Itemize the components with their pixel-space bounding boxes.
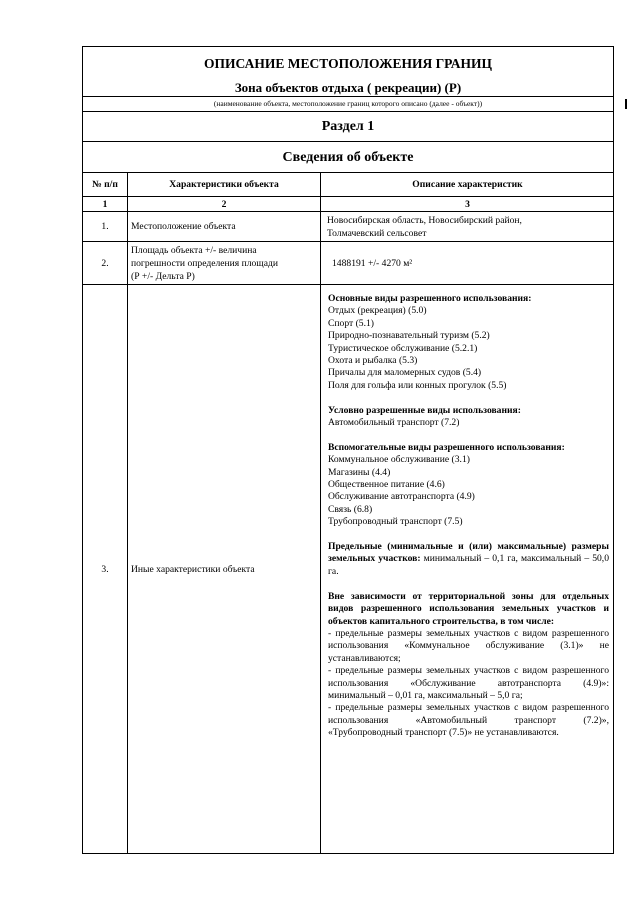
- margin-mark: [625, 99, 627, 109]
- row-value: Новосибирская область, Новосибирский район, Толмачевский сельсовет: [327, 215, 522, 239]
- column-number-2: 2: [128, 197, 321, 211]
- title-block: [82, 46, 614, 97]
- list-item: Трубопроводный транспорт (7.5): [328, 516, 463, 528]
- plot-size-limits: Предельные (минимальные и (или) максимальные) размеры земельных участков: минимальный – 0,1 га, максимальный – 50,0 га.: [328, 541, 609, 577]
- row-name: Иные характеристики объекта: [128, 285, 321, 853]
- row-name: Местоположение объекта: [128, 212, 321, 241]
- zone-name: Зона объектов отдыха ( рекреации) (Р): [234, 80, 462, 95]
- characteristics-description: [321, 285, 614, 853]
- table-row: [82, 242, 614, 285]
- auxiliary-uses-title: Вспомогательные виды разрешенного использования:: [328, 441, 565, 453]
- section-subtitle: Сведения об объекте: [82, 142, 614, 173]
- list-item: Поля для гольфа или конных прогулок (5.5): [328, 379, 507, 391]
- list-item: Общественное питание (4.6): [328, 479, 445, 491]
- independent-limits-title: Вне зависимости от территориальной зоны для отдельных видов разрешенного использования земельных участков и объектов капитального строительства, в том числе:: [328, 590, 609, 627]
- list-item: Отдых (рекреация) (5.0): [328, 305, 427, 317]
- section-title: Раздел 1: [82, 112, 614, 142]
- column-number-1: 1: [83, 197, 128, 211]
- list-item: Связь (6.8): [328, 503, 373, 515]
- document-title: ОПИСАНИЕ МЕСТОПОЛОЖЕНИЯ ГРАНИЦ: [204, 56, 492, 71]
- list-item: - предельные размеры земельных участков с видом разрешенного использования «Обслуживание автотранспорта (4.9)»: минимальный – 0,01 га, максимальный – 5,0 га;: [328, 665, 609, 701]
- header-description: Описание характеристик: [412, 179, 523, 190]
- column-number-3: 3: [465, 198, 470, 210]
- row-name: Площадь объекта +/- величина погрешности определения площади (Р +/- Дельта Р): [128, 242, 321, 284]
- list-item: Туристическое обслуживание (5.2.1): [328, 342, 478, 354]
- list-item: - предельные размеры земельных участков с видом разрешенного использования «Автомобильный транспорт (7.2)», «Трубопроводный транспорт (7.5)» не устанавливаются.: [328, 702, 609, 739]
- header-characteristics: Характеристики объекта: [128, 173, 321, 196]
- list-item: Охота и рыбалка (5.3): [328, 355, 418, 367]
- row-number: 2.: [83, 242, 128, 284]
- header-number: № п/п: [83, 173, 128, 196]
- list-item: Обслуживание автотранспорта (4.9): [328, 491, 475, 503]
- list-item: Магазины (4.4): [328, 466, 391, 478]
- row-number: 1.: [83, 212, 128, 241]
- list-item: - предельные размеры земельных участков с видом разрешенного использования «Коммунальное обслуживание (3.1)» не устанавливаются;: [328, 627, 609, 664]
- column-number-row: [82, 197, 614, 212]
- conditional-uses-title: Условно разрешенные виды использования:: [328, 404, 521, 416]
- list-item: Автомобильный транспорт (7.2): [328, 417, 460, 429]
- list-item: Природно-познавательный туризм (5.2): [328, 330, 490, 342]
- row-number: 3.: [83, 285, 128, 853]
- table-row: [82, 285, 614, 854]
- table-header-row: [82, 173, 614, 197]
- list-item: Спорт (5.1): [328, 317, 374, 329]
- table-row: [82, 212, 614, 242]
- row-value: 1488191 +/- 4270 м²: [332, 257, 413, 269]
- list-item: Коммунальное обслуживание (3.1): [328, 454, 470, 466]
- object-caption: (наименование объекта, местоположение границ которого описано (далее - объект)): [82, 97, 614, 112]
- main-uses-title: Основные виды разрешенного использования:: [328, 293, 532, 304]
- list-item: Причалы для маломерных судов (5.4): [328, 367, 482, 379]
